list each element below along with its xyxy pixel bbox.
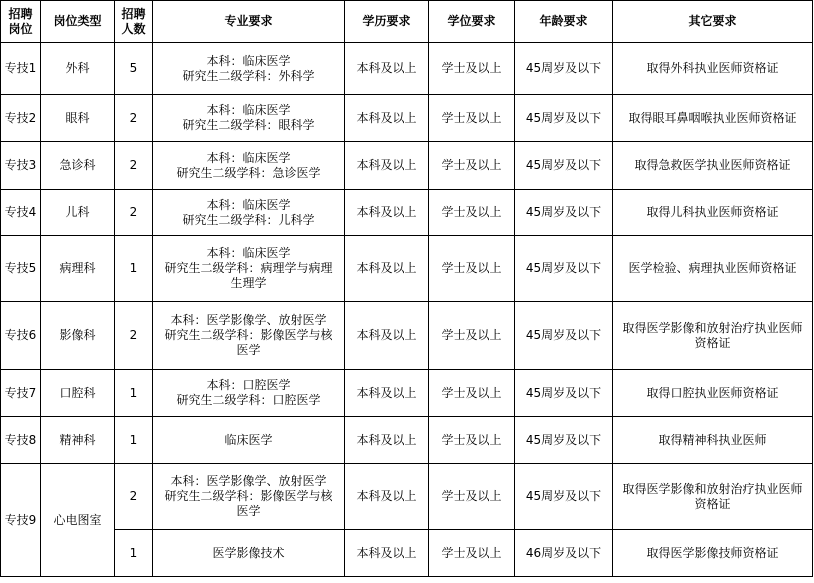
cell-other: 取得医学影像技师资格证	[613, 530, 813, 577]
cell-age: 45周岁及以下	[515, 417, 613, 464]
cell-age: 45周岁及以下	[515, 142, 613, 190]
cell-age: 45周岁及以下	[515, 464, 613, 530]
cell-count: 2	[115, 464, 153, 530]
cell-post: 专技1	[1, 43, 41, 95]
cell-degree: 学士及以上	[429, 43, 515, 95]
cell-education: 本科及以上	[345, 530, 429, 577]
cell-other: 取得精神科执业医师	[613, 417, 813, 464]
cell-age: 45周岁及以下	[515, 236, 613, 302]
header-row	[1, 1, 813, 43]
cell-type: 病理科	[41, 236, 115, 302]
cell-major: 本科：口腔医学 研究生二级学科：口腔医学	[153, 370, 345, 417]
cell-education: 本科及以上	[345, 236, 429, 302]
cell-degree: 学士及以上	[429, 142, 515, 190]
cell-other: 取得医学影像和放射治疗执业医师 资格证	[613, 302, 813, 370]
table-row	[1, 43, 813, 95]
cell-age: 45周岁及以下	[515, 43, 613, 95]
cell-major: 临床医学	[153, 417, 345, 464]
cell-other: 取得口腔执业医师资格证	[613, 370, 813, 417]
cell-type: 眼科	[41, 95, 115, 142]
cell-degree: 学士及以上	[429, 370, 515, 417]
cell-major: 本科：临床医学 研究生二级学科：眼科学	[153, 95, 345, 142]
table-row	[1, 530, 813, 577]
cell-type: 精神科	[41, 417, 115, 464]
table-row	[1, 142, 813, 190]
cell-degree: 学士及以上	[429, 190, 515, 236]
cell-post: 专技6	[1, 302, 41, 370]
cell-major: 本科：临床医学 研究生二级学科：病理学与病理 生理学	[153, 236, 345, 302]
cell-count: 5	[115, 43, 153, 95]
cell-other: 医学检验、病理执业医师资格证	[613, 236, 813, 302]
header-major: 专业要求	[153, 1, 345, 43]
cell-education: 本科及以上	[345, 302, 429, 370]
header-education: 学历要求	[345, 1, 429, 43]
cell-count: 1	[115, 417, 153, 464]
cell-education: 本科及以上	[345, 95, 429, 142]
table-row	[1, 302, 813, 370]
header-type: 岗位类型	[41, 1, 115, 43]
cell-type: 急诊科	[41, 142, 115, 190]
cell-age: 45周岁及以下	[515, 190, 613, 236]
table-row	[1, 370, 813, 417]
cell-age: 45周岁及以下	[515, 302, 613, 370]
header-other: 其它要求	[613, 1, 813, 43]
cell-post: 专技3	[1, 142, 41, 190]
cell-degree: 学士及以上	[429, 417, 515, 464]
cell-count: 2	[115, 95, 153, 142]
cell-education: 本科及以上	[345, 43, 429, 95]
header-count: 招聘 人数	[115, 1, 153, 43]
cell-count: 1	[115, 370, 153, 417]
cell-other: 取得外科执业医师资格证	[613, 43, 813, 95]
cell-post: 专技2	[1, 95, 41, 142]
cell-age: 45周岁及以下	[515, 370, 613, 417]
cell-major: 本科：医学影像学、放射医学 研究生二级学科：影像医学与核 医学	[153, 302, 345, 370]
header-post: 招聘 岗位	[1, 1, 41, 43]
cell-degree: 学士及以上	[429, 302, 515, 370]
cell-major: 本科：临床医学 研究生二级学科：儿科学	[153, 190, 345, 236]
cell-degree: 学士及以上	[429, 236, 515, 302]
cell-count: 1	[115, 530, 153, 577]
cell-education: 本科及以上	[345, 190, 429, 236]
cell-major: 本科：临床医学 研究生二级学科：外科学	[153, 43, 345, 95]
cell-type: 口腔科	[41, 370, 115, 417]
cell-other: 取得儿科执业医师资格证	[613, 190, 813, 236]
cell-major: 医学影像技术	[153, 530, 345, 577]
cell-count: 2	[115, 142, 153, 190]
cell-education: 本科及以上	[345, 464, 429, 530]
table-row	[1, 417, 813, 464]
cell-other: 取得急救医学执业医师资格证	[613, 142, 813, 190]
cell-other: 取得医学影像和放射治疗执业医师 资格证	[613, 464, 813, 530]
cell-age: 45周岁及以下	[515, 95, 613, 142]
cell-other: 取得眼耳鼻咽喉执业医师资格证	[613, 95, 813, 142]
cell-type: 儿科	[41, 190, 115, 236]
cell-major: 本科：临床医学 研究生二级学科：急诊医学	[153, 142, 345, 190]
cell-degree: 学士及以上	[429, 464, 515, 530]
cell-education: 本科及以上	[345, 370, 429, 417]
cell-count: 2	[115, 190, 153, 236]
cell-post: 专技7	[1, 370, 41, 417]
cell-major: 本科：医学影像学、放射医学 研究生二级学科：影像医学与核 医学	[153, 464, 345, 530]
cell-type: 外科	[41, 43, 115, 95]
table-row	[1, 95, 813, 142]
cell-count: 1	[115, 236, 153, 302]
table-row	[1, 190, 813, 236]
cell-count: 2	[115, 302, 153, 370]
cell-post: 专技5	[1, 236, 41, 302]
cell-education: 本科及以上	[345, 142, 429, 190]
cell-degree: 学士及以上	[429, 530, 515, 577]
header-age: 年龄要求	[515, 1, 613, 43]
cell-post: 专技9	[1, 464, 41, 577]
cell-type: 心电图室	[41, 464, 115, 577]
cell-education: 本科及以上	[345, 417, 429, 464]
table-row	[1, 236, 813, 302]
cell-post: 专技8	[1, 417, 41, 464]
cell-degree: 学士及以上	[429, 95, 515, 142]
header-degree: 学位要求	[429, 1, 515, 43]
cell-age: 46周岁及以下	[515, 530, 613, 577]
cell-post: 专技4	[1, 190, 41, 236]
cell-type: 影像科	[41, 302, 115, 370]
table-row	[1, 464, 813, 530]
